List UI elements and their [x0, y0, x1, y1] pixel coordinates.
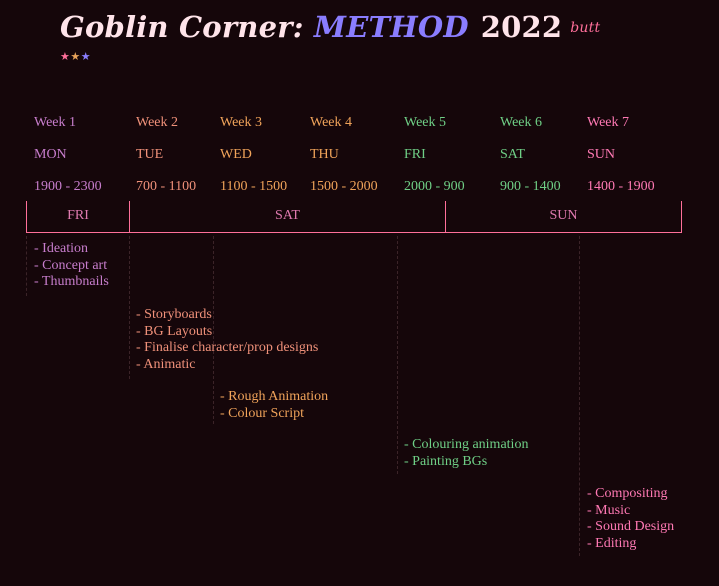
list-item: - BG Layouts — [136, 323, 213, 339]
column-guide — [129, 236, 130, 379]
day-label: SUN — [587, 147, 616, 162]
day-label: MON — [34, 147, 67, 162]
star-icon: ★ — [70, 50, 81, 63]
column-guide — [397, 236, 398, 474]
title-year: 2022 — [480, 10, 563, 44]
time-range: 1900 - 2300 — [34, 179, 102, 194]
task-list — [34, 241, 109, 291]
column-guide — [579, 236, 580, 556]
band-divider — [681, 201, 682, 233]
week-label: Week 1 — [34, 115, 77, 130]
week-label: Week 4 — [310, 115, 353, 130]
band-bottom-rule — [26, 232, 682, 233]
list-item: - Thumbnails — [34, 274, 109, 289]
task-list — [136, 307, 318, 373]
week-label: Week 7 — [587, 115, 630, 130]
list-item: - Animatic — [136, 356, 196, 372]
list-item: - Painting BGs — [404, 453, 488, 469]
time-range: 700 - 1100 — [136, 179, 197, 194]
week-label: Week 3 — [220, 115, 263, 130]
rating-stars — [60, 50, 91, 63]
column-guide — [26, 236, 27, 296]
time-range: 1100 - 1500 — [220, 179, 288, 194]
day-band-fri: FRI — [67, 208, 89, 223]
star-icon: ★ — [60, 50, 71, 63]
list-item: - Ideation — [34, 241, 89, 256]
week-label: Week 6 — [500, 115, 543, 130]
day-label: SAT — [500, 147, 525, 162]
task-list — [587, 486, 674, 552]
day-label: TUE — [136, 147, 164, 162]
week-label: Week 2 — [136, 115, 179, 130]
day-label: THU — [310, 147, 339, 162]
title-tag: butt — [570, 20, 601, 36]
title-accent: METHOD — [313, 10, 469, 44]
list-item: - Colouring animation — [404, 437, 529, 452]
task-list — [404, 437, 528, 470]
list-item: - Compositing — [587, 486, 668, 501]
list-item: - Music — [587, 502, 631, 518]
day-label: WED — [220, 147, 252, 162]
star-icon: ★ — [80, 50, 92, 63]
time-range: 1400 - 1900 — [587, 179, 655, 194]
page-title — [60, 10, 600, 44]
list-item: - Editing — [587, 535, 637, 551]
day-band-sun: SUN — [549, 208, 578, 223]
time-range: 2000 - 900 — [404, 179, 465, 194]
week-label: Week 5 — [404, 115, 447, 130]
task-list — [220, 389, 328, 422]
list-item: - Finalise character/prop designs — [136, 340, 319, 355]
list-item: - Colour Script — [220, 405, 305, 421]
list-item: - Storyboards — [136, 307, 212, 322]
day-band-sat: SAT — [275, 208, 300, 223]
list-item: - Sound Design — [587, 519, 675, 534]
list-item: - Concept art — [34, 257, 108, 273]
day-label: FRI — [404, 147, 426, 162]
list-item: - Rough Animation — [220, 389, 329, 404]
time-range: 900 - 1400 — [500, 179, 561, 194]
time-range: 1500 - 2000 — [310, 179, 378, 194]
title-main: Goblin Corner: — [60, 10, 304, 44]
